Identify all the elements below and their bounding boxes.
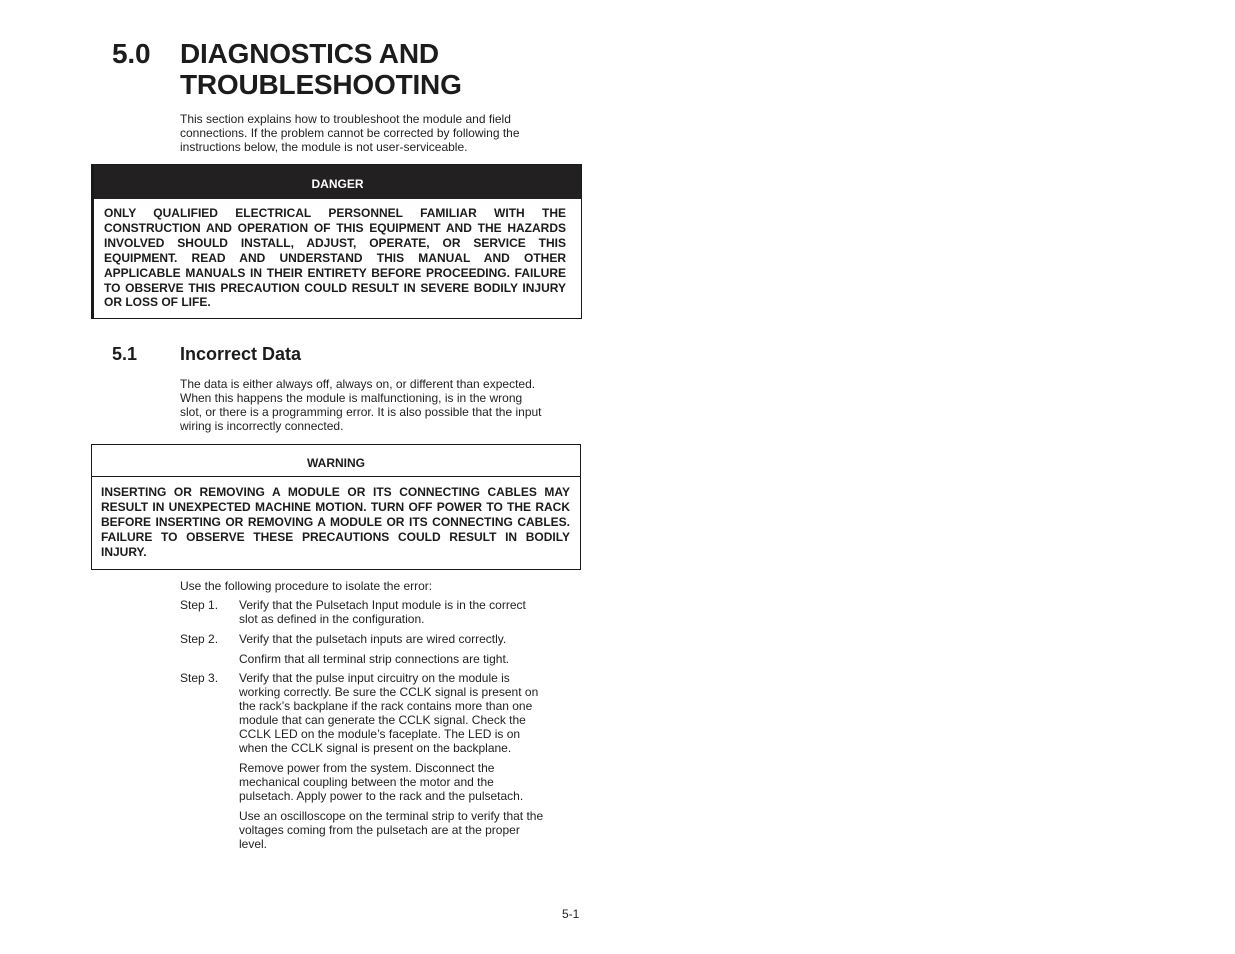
warning-box: [91, 444, 581, 570]
chapter-title-line: DIAGNOSTICS AND: [180, 38, 439, 69]
step-line: the rack’s backplane if the rack contains more than one: [239, 699, 533, 713]
section-paragraph: [180, 377, 542, 433]
warning-line: BEFORE INSERTING OR REMOVING A MODULE OR ITS CONNECTING CABLES.: [101, 514, 570, 529]
step-paragraph: [239, 671, 538, 755]
danger-line: CONSTRUCTION AND OPERATION OF THIS EQUIPMENT AND THE HAZARDS: [104, 220, 566, 235]
warning-line: FAILURE TO OBSERVE THESE PRECAUTIONS COULD RESULT IN BODILY: [101, 529, 570, 544]
step-paragraph: [239, 598, 526, 626]
procedure-intro: [180, 579, 432, 593]
danger-box: [91, 164, 582, 319]
step-label: Step 1.: [180, 598, 219, 612]
danger-text: [104, 206, 566, 310]
intro-line: instructions below, the module is not user-serviceable.: [180, 140, 468, 154]
step-line: CCLK LED on the module’s faceplate. The LED is on: [239, 727, 521, 741]
step-paragraph: [239, 809, 543, 851]
danger-line: OR LOSS OF LIFE.: [104, 295, 211, 310]
chapter-number: 5.0: [112, 38, 151, 69]
warning-line: RESULT IN UNEXPECTED MACHINE MOTION. TURN OFF POWER TO THE RACK: [101, 499, 570, 514]
step-line: Verify that the pulse input circuitry on the module is: [239, 671, 510, 685]
warning-label: WARNING: [92, 445, 580, 477]
section-line: slot, or there is a programming error. It is also possible that the input: [180, 405, 542, 419]
step-line: pulsetach. Apply power to the rack and the pulsetach.: [239, 789, 524, 803]
step-line: when the CCLK signal is present on the backplane.: [239, 741, 512, 755]
step-line: mechanical coupling between the motor and the: [239, 775, 494, 789]
chapter-title-line: TROUBLESHOOTING: [180, 69, 462, 100]
step-label: Step 3.: [180, 671, 219, 685]
section-line: wiring is incorrectly connected.: [180, 419, 344, 433]
step-line: Confirm that all terminal strip connections are tight.: [239, 652, 510, 666]
chapter-title: [180, 38, 462, 100]
step-line: Verify that the Pulsetach Input module is in the correct: [239, 598, 526, 612]
danger-line: TO OBSERVE THIS PRECAUTION COULD RESULT IN SEVERE BODILY INJURY: [104, 280, 566, 295]
section-line: The data is either always off, always on, or different than expected.: [180, 377, 536, 391]
step-line: level.: [239, 837, 268, 851]
step-line: Remove power from the system. Disconnect the: [239, 761, 495, 775]
danger-label: DANGER: [94, 165, 581, 199]
step-paragraph: [239, 652, 509, 666]
section-line: When this happens the module is malfunctioning, is in the wrong: [180, 391, 523, 405]
step-line: Use an oscilloscope on the terminal strip to verify that the: [239, 809, 544, 823]
step-line: working correctly. Be sure the CCLK signal is present on: [239, 685, 539, 699]
step-line: Verify that the pulsetach inputs are wired correctly.: [239, 632, 507, 646]
step-paragraph: [239, 761, 523, 803]
danger-line: INVOLVED SHOULD INSTALL, ADJUST, OPERATE, OR SERVICE THIS: [104, 235, 566, 250]
danger-line: APPLICABLE MANUALS IN THEIR ENTIRETY BEFORE PROCEEDING. FAILURE: [104, 265, 566, 280]
step-line: module that can generate the CCLK signal. Check the: [239, 713, 526, 727]
step-label: Step 2.: [180, 632, 219, 646]
procedure-intro-text: Use the following procedure to isolate the error:: [180, 579, 433, 593]
section-title: Incorrect Data: [180, 344, 302, 364]
warning-line: INJURY.: [101, 544, 147, 559]
danger-line: ONLY QUALIFIED ELECTRICAL PERSONNEL FAMILIAR WITH THE: [104, 206, 566, 220]
intro-line: This section explains how to troubleshoot the module and field: [180, 112, 511, 126]
section-number: 5.1: [112, 344, 138, 364]
step-paragraph: [239, 632, 506, 646]
page-number: 5-1: [562, 907, 580, 921]
intro-paragraph: [180, 112, 520, 154]
step-line: slot as defined in the configuration.: [239, 612, 425, 626]
warning-line: INSERTING OR REMOVING A MODULE OR ITS CONNECTING CABLES MAY: [101, 485, 570, 499]
warning-text: [101, 485, 570, 560]
danger-line: EQUIPMENT. READ AND UNDERSTAND THIS MANUAL AND OTHER: [104, 250, 566, 265]
step-line: voltages coming from the pulsetach are at the proper: [239, 823, 520, 837]
intro-line: connections. If the problem cannot be corrected by following the: [180, 126, 520, 140]
